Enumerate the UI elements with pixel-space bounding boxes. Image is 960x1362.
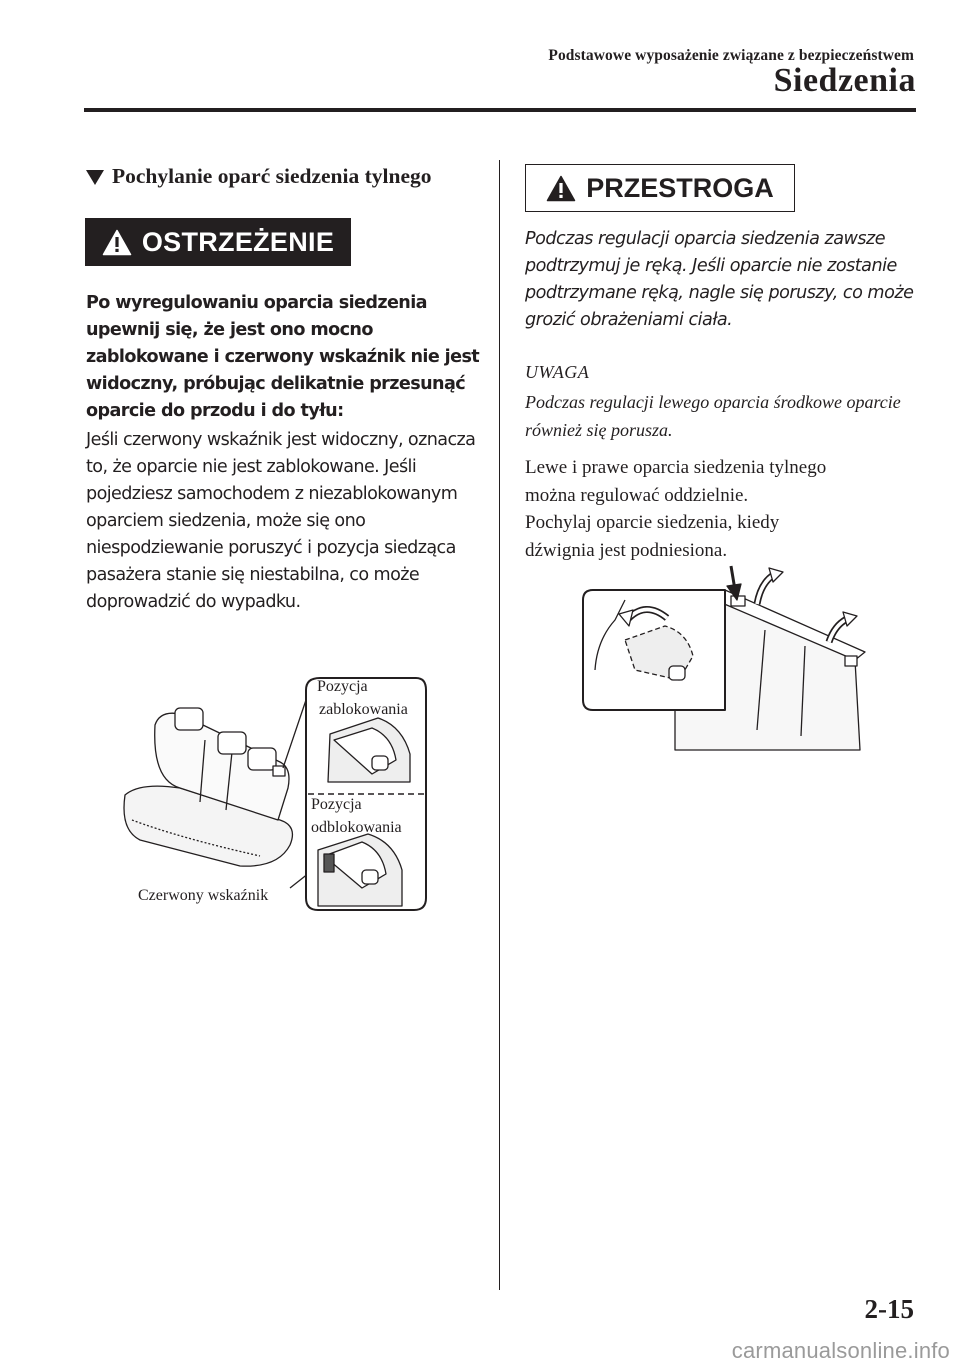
section-heading-text: Pochylanie oparć siedzenia tylnego	[112, 164, 432, 188]
instruction-text	[525, 454, 915, 564]
note-title: UWAGA	[525, 362, 590, 382]
watermark: carmanualsonline.info	[731, 1338, 950, 1362]
page-number: 2-15	[864, 1294, 914, 1324]
instruction-line-1: Lewe i prawe oparcia siedzenia tylnego	[525, 457, 827, 478]
caution-label: PRZESTROGA	[586, 172, 774, 203]
warning-body-text: Jeśli czerwony wskaźnik jest widoczny, oznacza to, że oparcie nie jest zablokowane. Jeśli pojedziesz samochodem z niezablokowanym oparciem siedzenia, może się ono niespodziewanie poruszyć i pozycja siedząca pasażera stanie się niestabilna, co może doprowadzić do wypadku.	[86, 430, 476, 612]
warning-label: OSTRZEŻENIE	[141, 226, 335, 257]
seat-recline-drawing	[575, 560, 875, 760]
caution-banner	[525, 164, 795, 212]
caution-body-text: Podczas regulacji oparcia siedzenia zawsze podtrzymuj je ręką. Jeśli oparcie nie zostanie podtrzymane ręką, nagle się poruszy, co może grozić obrażeniami ciała.	[525, 229, 914, 330]
triangle-down-icon	[86, 170, 104, 185]
warning-triangle-icon	[102, 229, 132, 256]
warning-banner	[85, 218, 351, 266]
label-unlocked-line2: odblokowania	[311, 819, 402, 836]
label-locked-line1: Pozycja	[317, 678, 368, 695]
note-body: Podczas regulacji lewego oparcia środkowe oparcie również się porusza.	[525, 392, 901, 440]
instruction-line-2: można regulować oddzielnie.	[525, 484, 749, 506]
label-locked-line2: zablokowania	[319, 701, 408, 718]
seat-lock-illustration	[110, 670, 440, 920]
instruction-line-4: dźwignia jest podniesiona.	[525, 539, 728, 561]
column-divider	[499, 160, 500, 1290]
seat-recline-illustration	[575, 560, 875, 760]
label-unlocked-line1: Pozycja	[311, 796, 362, 813]
warning-bold-text: Po wyregulowaniu oparcia siedzenia upewnij się, że jest ono mocno zablokowane i czerwony wskaźnik nie jest widoczny, próbując delikatnie przesunąć oparcie do przodu i do tyłu:	[86, 293, 480, 421]
section-heading	[86, 164, 432, 189]
header-divider	[84, 108, 916, 112]
instruction-line-3: Pochylaj oparcie siedzenia, kiedy	[525, 512, 780, 533]
header-subtitle: Podstawowe wyposażenie związane z bezpieczeństwem	[548, 47, 914, 64]
page-title: Siedzenia	[773, 62, 916, 99]
label-red-indicator: Czerwony wskaźnik	[138, 887, 269, 904]
warning-triangle-icon	[546, 175, 576, 202]
